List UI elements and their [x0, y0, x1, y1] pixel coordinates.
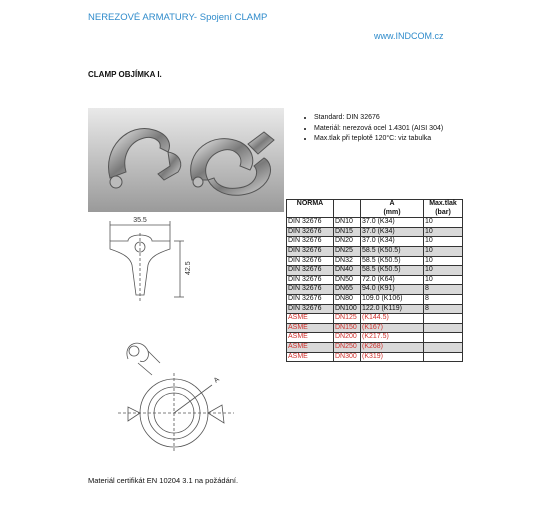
section-title: CLAMP OBJÍMKA I.	[88, 70, 162, 79]
table-row	[287, 218, 463, 228]
cell-pressure: 10	[424, 218, 463, 228]
cell-pressure	[424, 352, 463, 362]
cell-a: (K268)	[361, 342, 424, 352]
cell-dn: DN300	[334, 352, 361, 362]
table-row	[287, 246, 463, 256]
product-photo	[88, 108, 284, 212]
dim-a-label: A	[212, 376, 221, 385]
cell-dn: DN200	[334, 333, 361, 343]
cell-dn: DN250	[334, 342, 361, 352]
table-row	[287, 294, 463, 304]
cell-pressure	[424, 314, 463, 324]
dim-width-label: 35.5	[133, 217, 147, 224]
table-header-row	[287, 200, 463, 218]
cell-pressure	[424, 333, 463, 343]
cell-norma: DIN 32676	[287, 246, 334, 256]
technical-drawing-front	[88, 333, 248, 451]
cell-norma: ASME	[287, 323, 334, 333]
cell-pressure: 10	[424, 275, 463, 285]
cell-a: (K217.5)	[361, 333, 424, 343]
cell-dn: DN10	[334, 218, 361, 228]
header-pressure: Max.tlak (bar)	[424, 200, 463, 218]
cell-norma: DIN 32676	[287, 227, 334, 237]
bullet-pressure: • Max.tlak při teplotě 120°C: viz tabulka	[314, 134, 544, 144]
cell-pressure: 10	[424, 227, 463, 237]
table-row	[287, 266, 463, 276]
header-a: A (mm)	[361, 200, 424, 218]
cell-a: (K167)	[361, 323, 424, 333]
cell-norma: DIN 32676	[287, 218, 334, 228]
cell-a: 122.0 (K119)	[361, 304, 424, 314]
cell-pressure: 10	[424, 237, 463, 247]
spec-bullets	[300, 113, 544, 145]
cell-norma: DIN 32676	[287, 275, 334, 285]
cell-dn: DN32	[334, 256, 361, 266]
cell-dn: DN100	[334, 304, 361, 314]
table-row	[287, 342, 463, 352]
cell-dn: DN150	[334, 323, 361, 333]
cell-norma: DIN 32676	[287, 266, 334, 276]
cell-pressure: 8	[424, 294, 463, 304]
cell-a: 72.0 (K64)	[361, 275, 424, 285]
cell-a: (K144.5)	[361, 314, 424, 324]
cell-dn: DN15	[334, 227, 361, 237]
cell-dn: DN25	[334, 246, 361, 256]
table-row	[287, 333, 463, 343]
cell-norma: ASME	[287, 314, 334, 324]
technical-drawing-side	[88, 213, 198, 323]
cell-dn: DN65	[334, 285, 361, 295]
footer-note: Materiál certifikát EN 10204 3.1 na požádání.	[88, 476, 239, 485]
cell-norma: DIN 32676	[287, 294, 334, 304]
table-row	[287, 275, 463, 285]
cell-norma: DIN 32676	[287, 256, 334, 266]
cell-a: 58.5 (K50.5)	[361, 246, 424, 256]
cell-norma: ASME	[287, 342, 334, 352]
spec-table	[286, 199, 463, 362]
cell-pressure	[424, 323, 463, 333]
cell-a: 58.5 (K50.5)	[361, 256, 424, 266]
cell-pressure: 8	[424, 285, 463, 295]
cell-dn: DN50	[334, 275, 361, 285]
cell-norma: ASME	[287, 352, 334, 362]
cell-a: 37.0 (K34)	[361, 218, 424, 228]
cell-dn: DN125	[334, 314, 361, 324]
table-row	[287, 323, 463, 333]
table-row	[287, 352, 463, 362]
cell-pressure	[424, 342, 463, 352]
cell-a: 37.0 (K34)	[361, 237, 424, 247]
cell-a: 37.0 (K34)	[361, 227, 424, 237]
table-row	[287, 227, 463, 237]
bullet-standard: • Standard: DIN 32676	[314, 113, 544, 123]
cell-dn: DN40	[334, 266, 361, 276]
header-title: NEREZOVÉ ARMATURY- Spojení CLAMP	[88, 12, 268, 23]
bullet-material: • Materiál: nerezová ocel 1.4301 (AISI 304)	[314, 124, 544, 134]
cell-pressure: 10	[424, 266, 463, 276]
cell-dn: DN20	[334, 237, 361, 247]
dim-height-label: 42.5	[185, 261, 192, 275]
cell-a: 109.0 (K106)	[361, 294, 424, 304]
cell-dn: DN80	[334, 294, 361, 304]
cell-pressure: 10	[424, 246, 463, 256]
cell-a: 58.5 (K50.5)	[361, 266, 424, 276]
cell-pressure: 10	[424, 256, 463, 266]
cell-norma: ASME	[287, 333, 334, 343]
table-row	[287, 304, 463, 314]
table-row	[287, 237, 463, 247]
cell-norma: DIN 32676	[287, 304, 334, 314]
header-norma: NORMA	[287, 200, 334, 218]
spec-table-body	[287, 218, 463, 362]
header-url[interactable]: www.INDCOM.cz	[374, 31, 444, 41]
table-row	[287, 314, 463, 324]
cell-pressure: 8	[424, 304, 463, 314]
cell-norma: DIN 32676	[287, 237, 334, 247]
table-row	[287, 256, 463, 266]
table-row	[287, 285, 463, 295]
header-dn	[334, 200, 361, 218]
cell-a: (K319)	[361, 352, 424, 362]
cell-a: 94.0 (K91)	[361, 285, 424, 295]
cell-norma: DIN 32676	[287, 285, 334, 295]
